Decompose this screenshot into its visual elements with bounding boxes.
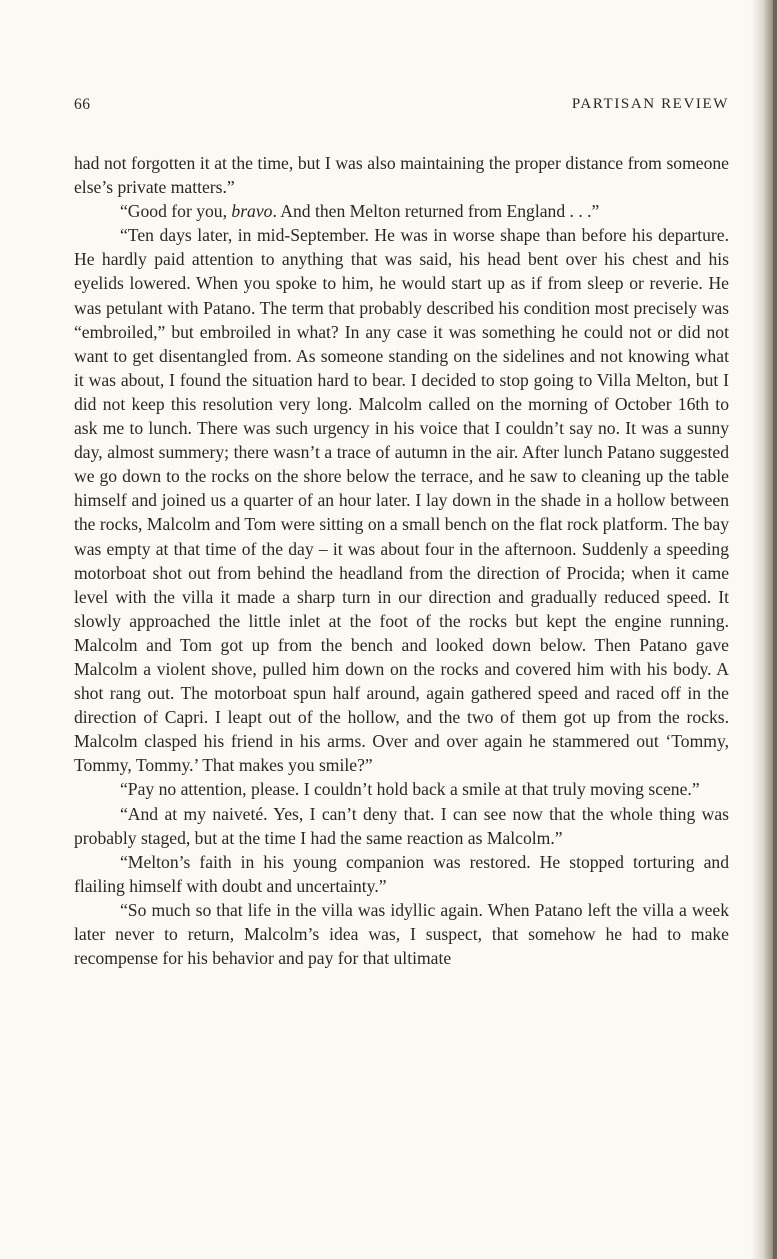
paragraph-2 [74, 199, 729, 223]
paragraph-2-lead: “Good for you, [120, 201, 232, 222]
body-text [74, 151, 729, 970]
paragraph-7: “So much so that life in the villa was idyllic again. When Patano left the villa a week later never to return, Malcolm’s idea was, I suspect, that somehow he had to make recompense for his behavior and pay for that ultimate [74, 899, 729, 969]
running-head: PARTISAN REVIEW [571, 96, 729, 112]
binding-edge [773, 0, 777, 1259]
paragraph-3: “Ten days later, in mid-September. He was in worse shape than before his departure. He hardly paid attention to anything that was said, his head bent over his chest and his eyelids lowered. When you spoke to him, he would start up as if from sleep or reverie. He was petulant with Patano. The term that probably described his condition most precisely was “embroiled,” but embroiled in what? In any case it was something he could not or did not want to get disentangled from. As someone standing on the sidelines and not knowing what it was about, I found the situation hard to bear. I decided to stop going to Villa Melton, but I did not keep this resolution very long. Malcolm called on the morning of October 16th to ask me to lunch. There was such urgency in his voice that I couldn’t say no. It was a sunny day, almost summery; there wasn’t a trace of autumn in the air. After lunch Patano suggested we go down to the rocks on the shore below the terrace, and he saw to cleaning up the table himself and joined us a quarter of an hour later. I lay down in the shade in a hollow between the rocks, Malcolm and Tom were sitting on a small bench on the flat rock platform. The bay was empty at that time of the day – it was about four in the afternoon. Suddenly a speeding motorboat shot out from behind the headland from the direction of Procida; when it came level with the villa it made a sharp turn in our direction and gradually reduced speed. It slowly approached the little inlet at the foot of the rocks but kept the engine running. Malcolm and Tom got up from the bench and looked down below. Then Patano gave Malcolm a violent shove, pulled him down on the rocks and covered him with his body. A shot rang out. The motorboat spun half around, again gathered speed and raced off in the direction of Capri. I leapt out of the hollow, and the two of them got up from the rocks. Malcolm clasped his friend in his arms. Over and over again he stammered out ‘Tommy, Tommy, Tommy.’ That makes you smile?” [74, 225, 729, 776]
paragraph-1: had not forgotten it at the time, but I was also maintaining the proper distance from someone else’s private matters.” [74, 153, 729, 198]
paragraph-2-italic: bravo [231, 201, 273, 222]
paragraph-4: “Pay no attention, please. I couldn’t hold back a smile at that truly moving scene.” [120, 779, 700, 800]
paragraph-6: “Melton’s faith in his young companion was restored. He stopped torturing and flailing himself with doubt and uncertainty.” [74, 851, 729, 896]
paragraph-2-tail: . And then Melton returned from England . . .” [272, 201, 600, 222]
page-header [74, 96, 729, 120]
paragraph-5: “And at my naiveté. Yes, I can’t deny that. I can see now that the whole thing was probably staged, but at the time I had the same reaction as Malcolm.” [74, 803, 729, 848]
page-number: 66 [74, 96, 91, 113]
